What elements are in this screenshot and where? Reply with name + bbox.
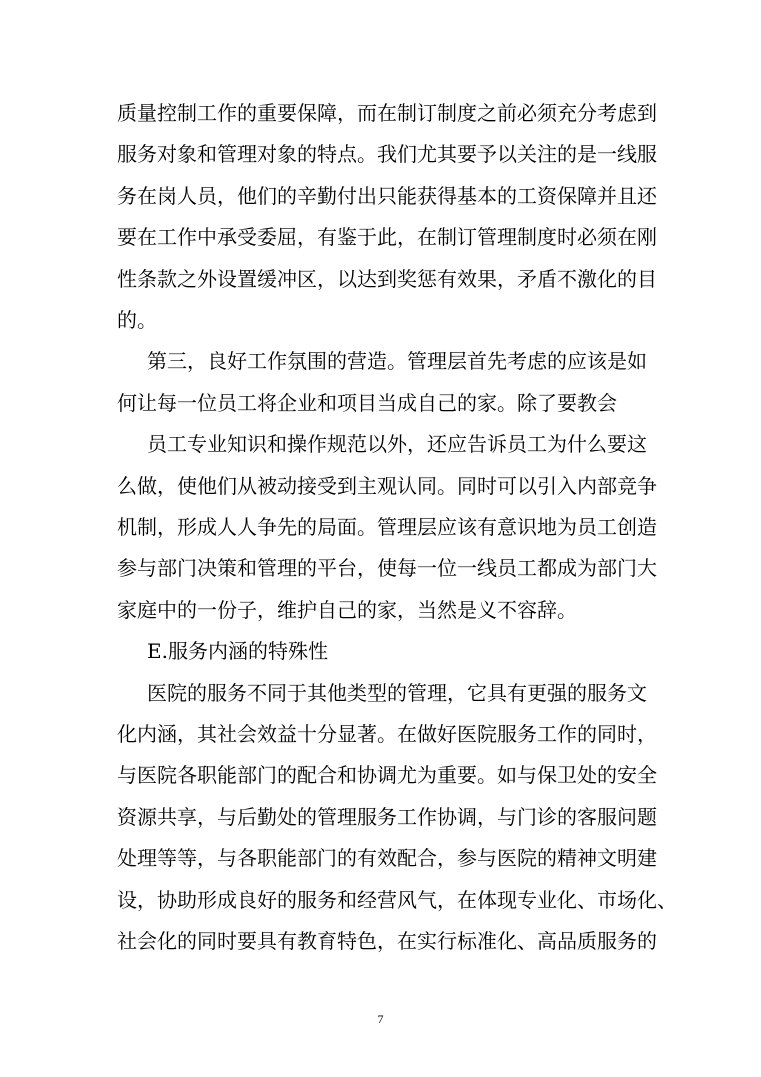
text-line: 家庭中的一份子，维护自己的家，当然是义不容辞。 xyxy=(117,597,577,622)
text-line: 质量控制工作的重要保障，而在制订制度之前必须充分考虑到 xyxy=(117,101,657,125)
text-line: 资源共享，与后勤处的管理服务工作协调，与门诊的客服问题 xyxy=(117,804,657,829)
text-line: 务在岗人员，他们的辛勤付出只能获得基本的工资保障并且还 xyxy=(117,183,657,208)
text-line: 服务对象和管理对象的特点。我们尤其要予以关注的是一线服 xyxy=(117,142,657,167)
text-line: E.服务内涵的特殊性 xyxy=(147,639,328,664)
text-line: 第三，良好工作氛围的营造。管理层首先考虑的应该是如 xyxy=(147,349,647,374)
text-line: 参与部门决策和管理的平台，使每一位一线员工都成为部门大 xyxy=(117,556,657,581)
text-line: 性条款之外设置缓冲区，以达到奖惩有效果，矛盾不激化的目 xyxy=(117,266,657,291)
text-line: 处理等等，与各职能部门的有效配合，参与医院的精神文明建 xyxy=(117,846,657,871)
text-line: 何让每一位员工将企业和项目当成自己的家。除了要教会 xyxy=(117,390,617,415)
text-line: 医院的服务不同于其他类型的管理，它具有更强的服务文 xyxy=(147,680,647,705)
text-line: 化内涵，其社会效益十分显著。在做好医院服务工作的同时， xyxy=(117,722,657,746)
text-line: 要在工作中承受委屈，有鉴于此，在制订管理制度时必须在刚 xyxy=(117,225,657,250)
page-number: 7 xyxy=(377,1012,384,1026)
text-line: 员工专业知识和操作规范以外，还应告诉员工为什么要这 xyxy=(147,432,647,457)
text-line: 与医院各职能部门的配合和协调尤为重要。如与保卫处的安全 xyxy=(117,763,657,788)
text-line: 么做，使他们从被动接受到主观认同。同时可以引入内部竞争 xyxy=(117,473,657,498)
text-line: 机制，形成人人争先的局面。管理层应该有意识地为员工创造 xyxy=(117,515,657,539)
text-line: 的。 xyxy=(117,308,157,332)
text-line: 设，协助形成良好的服务和经营风气，在体现专业化、市场化、 xyxy=(117,887,677,912)
text-line: 社会化的同时要具有教育特色，在实行标准化、高品质服务的 xyxy=(117,929,657,953)
